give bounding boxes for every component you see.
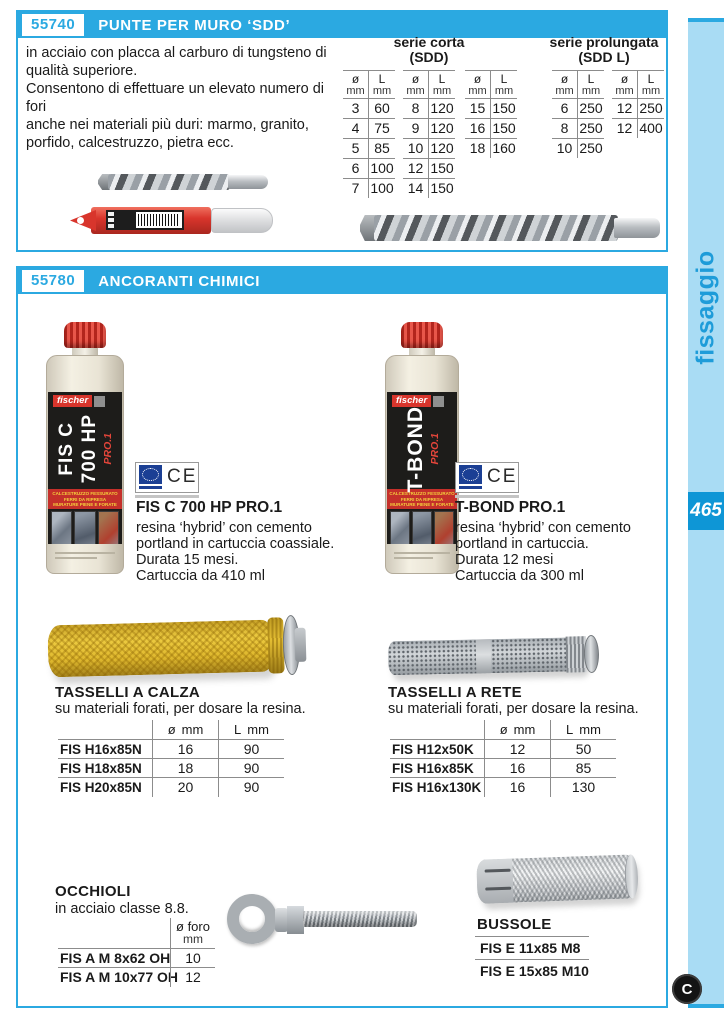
- section2-title: ANCORANTI CHIMICI: [98, 272, 261, 290]
- dia-header: ø mm: [612, 71, 638, 98]
- dia-cell: 6: [552, 99, 578, 118]
- table-row: [58, 739, 284, 758]
- barcode: [136, 212, 182, 228]
- drill-flutes: [374, 215, 618, 241]
- serie-corta-table-col1: [343, 70, 395, 198]
- drill-flutes: [108, 174, 230, 190]
- len-cell: 90: [218, 759, 284, 778]
- dia-cell: 16: [152, 740, 218, 759]
- table-row: [390, 777, 616, 796]
- dia-header: ø mm: [403, 71, 429, 98]
- len-cell: 85: [550, 759, 616, 778]
- brand-row: [48, 392, 122, 407]
- name-cell: FIS H16x85N: [60, 741, 142, 757]
- drill-bit-photo-large: [360, 213, 660, 243]
- dia-cell: 10: [170, 949, 215, 968]
- serie-prolungata-subtitle: (SDD L): [578, 49, 630, 65]
- table-row: [58, 967, 215, 986]
- cartridge-cap: [401, 322, 443, 348]
- dia-cell: 9: [403, 119, 429, 138]
- dia-cell: 10: [403, 139, 429, 158]
- dia-cell: 5: [343, 139, 369, 158]
- dia-cell: 12: [170, 968, 215, 987]
- label-pro-tag: PRO.1: [102, 433, 114, 465]
- label-model-line1: T-BOND: [403, 405, 427, 493]
- table-row: [403, 98, 455, 118]
- len-cell: 250: [639, 100, 663, 116]
- category-label: fissaggio: [691, 250, 720, 365]
- table-header-row: [403, 70, 455, 98]
- section1-description: [26, 44, 342, 152]
- table-header-row: [612, 70, 664, 98]
- application-photo: [390, 511, 410, 545]
- table-header-row: [343, 70, 395, 98]
- rete-table: [390, 720, 616, 796]
- ce-mark: CE: [487, 466, 518, 487]
- len-cell: 120: [430, 100, 454, 116]
- len-header: L mm: [581, 72, 601, 97]
- len-cell: 120: [430, 120, 454, 136]
- name-cell: FIS A M 8x62 OH: [60, 950, 171, 966]
- table-row: FIS E 15x85 M10: [475, 959, 589, 982]
- eu-flag-icon: [139, 465, 162, 484]
- serie-prolungata-title: serie prolungata: [549, 34, 659, 50]
- name-cell: FIS H20x85N: [60, 779, 142, 795]
- dia-cell: 16: [465, 119, 491, 138]
- dia-cell: 12: [484, 740, 550, 759]
- package-clear-tube: [211, 208, 273, 233]
- dia-cell: 8: [403, 99, 429, 118]
- cartridge-body: [46, 355, 124, 574]
- serie-corta-title: serie corta: [393, 34, 465, 50]
- occhioli-table: [58, 918, 215, 986]
- description-line: Consentono di effettuare un elevato numero di fori: [26, 81, 324, 115]
- table-row: [343, 118, 395, 138]
- cartridge-body: [385, 355, 459, 574]
- len-cell: 250: [579, 140, 603, 156]
- application-photo: [98, 511, 119, 545]
- name-cell: FIS H12x50K: [392, 741, 474, 757]
- len-cell: 130: [550, 778, 616, 797]
- fischer-logo: fischer: [392, 395, 431, 407]
- section-punte-per-muro: [16, 10, 668, 252]
- table-row: [465, 118, 517, 138]
- dia-header: ø mm: [343, 71, 369, 98]
- label-vertical-text: [48, 409, 122, 489]
- serie-corta-table-col3: [465, 70, 517, 158]
- occhioli-subtitle: in acciaio classe 8.8.: [55, 901, 189, 917]
- eu-flag-icon: [459, 465, 482, 484]
- drill-shank: [614, 218, 660, 238]
- bussole-table: [475, 936, 589, 982]
- table-row: [552, 138, 604, 158]
- label-claims-band: CALCESTRUZZO FESSURATO FERRI DA RIPRESA MURATURE PIENE E FORATE: [387, 489, 457, 509]
- label-pro-tag: PRO.1: [428, 433, 441, 465]
- len-header: L mm: [372, 72, 392, 97]
- len-cell: 150: [492, 120, 516, 136]
- table-header-row: [58, 720, 284, 739]
- fischer-logo: fischer: [53, 395, 92, 407]
- dia-foro-header: ø foro mm: [170, 918, 215, 948]
- name-cell: FIS A M 10x77 OH: [60, 969, 179, 985]
- table-row: [612, 118, 664, 138]
- bussole-title: BUSSOLE: [477, 916, 552, 933]
- label-fineprint: [55, 552, 115, 566]
- cartridge-label: [48, 392, 122, 544]
- serie-prolungata-table-col2: [612, 70, 664, 138]
- package-label: [106, 210, 184, 230]
- name-cell: FIS H16x130K: [392, 779, 482, 795]
- len-header: L mm: [494, 72, 514, 97]
- dia-cell: 20: [152, 778, 218, 797]
- len-cell: 250: [579, 100, 603, 116]
- table-row: [552, 98, 604, 118]
- ce-mark: CE: [167, 466, 198, 487]
- product-name: T-BOND PRO.1: [455, 499, 566, 516]
- dia-cell: 12: [612, 119, 638, 138]
- label-claims-band: CALCESTRUZZO FESSURATO FERRI DA RIPRESA MURATURE PIENE E FORATE: [48, 489, 122, 509]
- dia-cell: 10: [552, 139, 578, 158]
- dia-cell: 16: [484, 759, 550, 778]
- publisher-logo-icon: C: [672, 974, 702, 1004]
- table-header-row: [390, 720, 616, 739]
- dia-cell: 3: [343, 99, 369, 118]
- calza-subtitle: su materiali forati, per dosare la resina.: [55, 701, 306, 717]
- table-row: [343, 98, 395, 118]
- application-photo: [434, 511, 454, 545]
- len-cell: 50: [550, 740, 616, 759]
- application-photo: [51, 511, 72, 545]
- table-row: [58, 948, 215, 967]
- table-row: [403, 138, 455, 158]
- mesh-sleeve-photo: [388, 635, 609, 680]
- dia-cell: 18: [465, 139, 491, 158]
- table-row: [403, 178, 455, 198]
- table-row: [343, 138, 395, 158]
- table-row: [465, 138, 517, 158]
- dia-header: ø mm: [484, 720, 550, 739]
- dia-cell: 6: [343, 159, 369, 178]
- occhioli-title: OCCHIOLI: [55, 883, 131, 900]
- section1-code: 55740: [22, 14, 84, 36]
- len-cell: 150: [430, 160, 454, 176]
- cartridge-cap: [64, 322, 106, 348]
- label-model-line2: 700 HP: [79, 414, 100, 484]
- len-cell: 90: [218, 778, 284, 797]
- section2-header-bar: [18, 268, 666, 294]
- table-row: [343, 178, 395, 198]
- section-ancoranti-chimici: [16, 266, 668, 1008]
- table-row: [390, 739, 616, 758]
- label-model-line1: FIS C: [56, 422, 77, 476]
- label-photo-strip: [387, 509, 457, 545]
- table-row: [390, 758, 616, 777]
- description-line: qualità superiore.: [26, 63, 138, 79]
- dia-cell: 18: [152, 759, 218, 778]
- package-hang-hole: [77, 217, 84, 224]
- calza-table: [58, 720, 284, 796]
- product-info-fisc: FIS C 700 HP PRO.1 resina ‘hybrid’ con cemento portland in cartuccia coassiale. Durata 15 mesi. Cartuccia da 410 ml: [136, 499, 346, 584]
- dia-header: ø mm: [465, 71, 491, 98]
- label-photo-strip: [48, 509, 122, 545]
- drill-bit-photo-small: [98, 173, 268, 191]
- sock-anchor-photo: [47, 615, 311, 684]
- dia-cell: 14: [403, 179, 429, 198]
- rete-subtitle: su materiali forati, per dosare la resina.: [388, 701, 639, 717]
- dia-cell: 15: [465, 99, 491, 118]
- len-header: L mm: [550, 720, 616, 739]
- dia-cell: 12: [403, 159, 429, 178]
- len-cell: 75: [374, 120, 390, 136]
- page-number-badge: 465: [688, 492, 724, 530]
- table-row: [58, 777, 284, 796]
- brand-row: [387, 392, 457, 407]
- dia-cell: 12: [612, 99, 638, 118]
- table-header-row: [465, 70, 517, 98]
- len-cell: 150: [430, 180, 454, 196]
- brand-aux-mark: [94, 396, 105, 407]
- application-photo: [74, 511, 95, 545]
- description-line: porfido, calcestruzzo, pietra ecc.: [26, 135, 234, 151]
- name-cell: FIS H16x85K: [392, 760, 474, 776]
- len-cell: 100: [370, 180, 394, 196]
- serie-prolungata-table-col1: [552, 70, 604, 158]
- table-row: [58, 758, 284, 777]
- section1-title: PUNTE PER MURO ‘SDD’: [98, 16, 291, 34]
- label-fineprint: [394, 552, 450, 566]
- cartridge-photo-fisc: [46, 322, 124, 574]
- dia-cell: 16: [484, 778, 550, 797]
- brand-aux-mark: [433, 396, 444, 407]
- cartridge-label: [387, 392, 457, 544]
- len-cell: 160: [492, 140, 516, 156]
- eye-bolt-photo: [227, 891, 427, 947]
- table-row: [403, 118, 455, 138]
- len-cell: 85: [374, 140, 390, 156]
- dia-cell: 4: [343, 119, 369, 138]
- len-cell: 150: [492, 100, 516, 116]
- len-header: L mm: [218, 720, 284, 739]
- cartridge-photo-tbond: [385, 322, 459, 574]
- dia-cell: 8: [552, 119, 578, 138]
- table-row: [612, 98, 664, 118]
- dia-header: ø mm: [152, 720, 218, 739]
- len-cell: 120: [430, 140, 454, 156]
- len-header: L mm: [432, 72, 452, 97]
- len-cell: 250: [579, 120, 603, 136]
- drill-package-photo: [70, 207, 274, 234]
- len-cell: 100: [370, 160, 394, 176]
- table-row: [343, 158, 395, 178]
- metal-sleeve-photo: [472, 845, 646, 915]
- ce-certification-fisc: [135, 462, 199, 498]
- table-row: FIS E 11x85 M8: [475, 936, 589, 959]
- product-info-tbond: T-BOND PRO.1 resina ‘hybrid’ con cemento portland in cartuccia. Durata 12 mesi Cartuccia da 300 ml: [455, 499, 665, 584]
- rete-title: TASSELLI A RETE: [388, 684, 522, 701]
- len-cell: 400: [639, 120, 663, 136]
- len-cell: 60: [374, 100, 390, 116]
- table-row: [403, 158, 455, 178]
- description-line: anche nei materiali più duri: marmo, granito,: [26, 117, 309, 133]
- application-photo: [412, 511, 432, 545]
- ce-certification-tbond: [455, 462, 519, 498]
- len-header: L mm: [641, 72, 661, 97]
- section2-code: 55780: [22, 270, 84, 292]
- description-line: in acciaio con placca al carburo di tungsteno di: [26, 45, 327, 61]
- table-row: [552, 118, 604, 138]
- table-header-row: [552, 70, 604, 98]
- label-vertical-text: [387, 405, 457, 493]
- calza-title: TASSELLI A CALZA: [55, 684, 201, 701]
- dia-cell: 7: [343, 179, 369, 198]
- serie-corta-subtitle: (SDD): [409, 49, 449, 65]
- product-name: FIS C 700 HP PRO.1: [136, 499, 283, 516]
- len-cell: 90: [218, 740, 284, 759]
- table-row: [465, 98, 517, 118]
- table-header-row: [58, 918, 215, 948]
- serie-corta-table-col2: [403, 70, 455, 198]
- name-cell: FIS H18x85N: [60, 760, 142, 776]
- drill-shank: [228, 175, 268, 189]
- dia-header: ø mm: [552, 71, 578, 98]
